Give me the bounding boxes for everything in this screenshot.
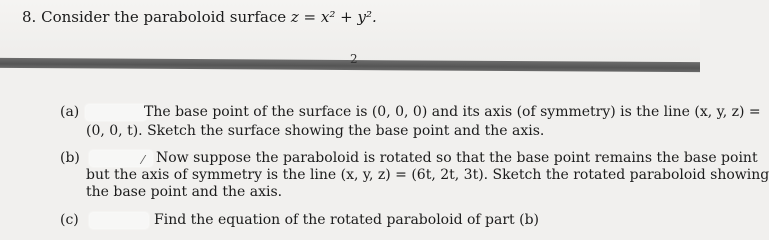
part-a-line-1: The base point of the surface is (0, 0, 0) and its axis (of symmetry) is the line (x, y, z) = (144, 104, 761, 120)
part-a-obscured-area (86, 105, 146, 120)
part-b-tick-mark: ⁄ (142, 153, 145, 167)
part-a-line-2: (0, 0, t). Sketch the surface showing the base point and the axis. (86, 123, 545, 139)
stray-mark: 2 (350, 52, 358, 66)
part-c (0, 212, 700, 232)
part-a-label: (a) (60, 104, 80, 120)
part-b-line-1: Now suppose the paraboloid is rotated so that the base point remains the base point (156, 150, 758, 166)
part-c-label: (c) (60, 212, 79, 228)
question-number: 8. (22, 8, 37, 26)
question-equation: z = x² + y². (290, 8, 377, 26)
part-b-label: (b) (60, 150, 80, 166)
part-b-line-3: the base point and the axis. (86, 184, 283, 200)
question-line (22, 8, 377, 26)
question-text: Consider the paraboloid surface (41, 8, 287, 26)
part-c-line-1: Find the equation of the rotated paraboloid of part (b) (154, 212, 540, 228)
part-a (0, 104, 761, 144)
part-b-line-2: but the axis of symmetry is the line (x, y, z) = (6t, 2t, 3t). Sketch the rotated paraboloid showing (86, 167, 769, 183)
part-c-obscured-area (90, 213, 148, 228)
part-b (0, 150, 769, 206)
